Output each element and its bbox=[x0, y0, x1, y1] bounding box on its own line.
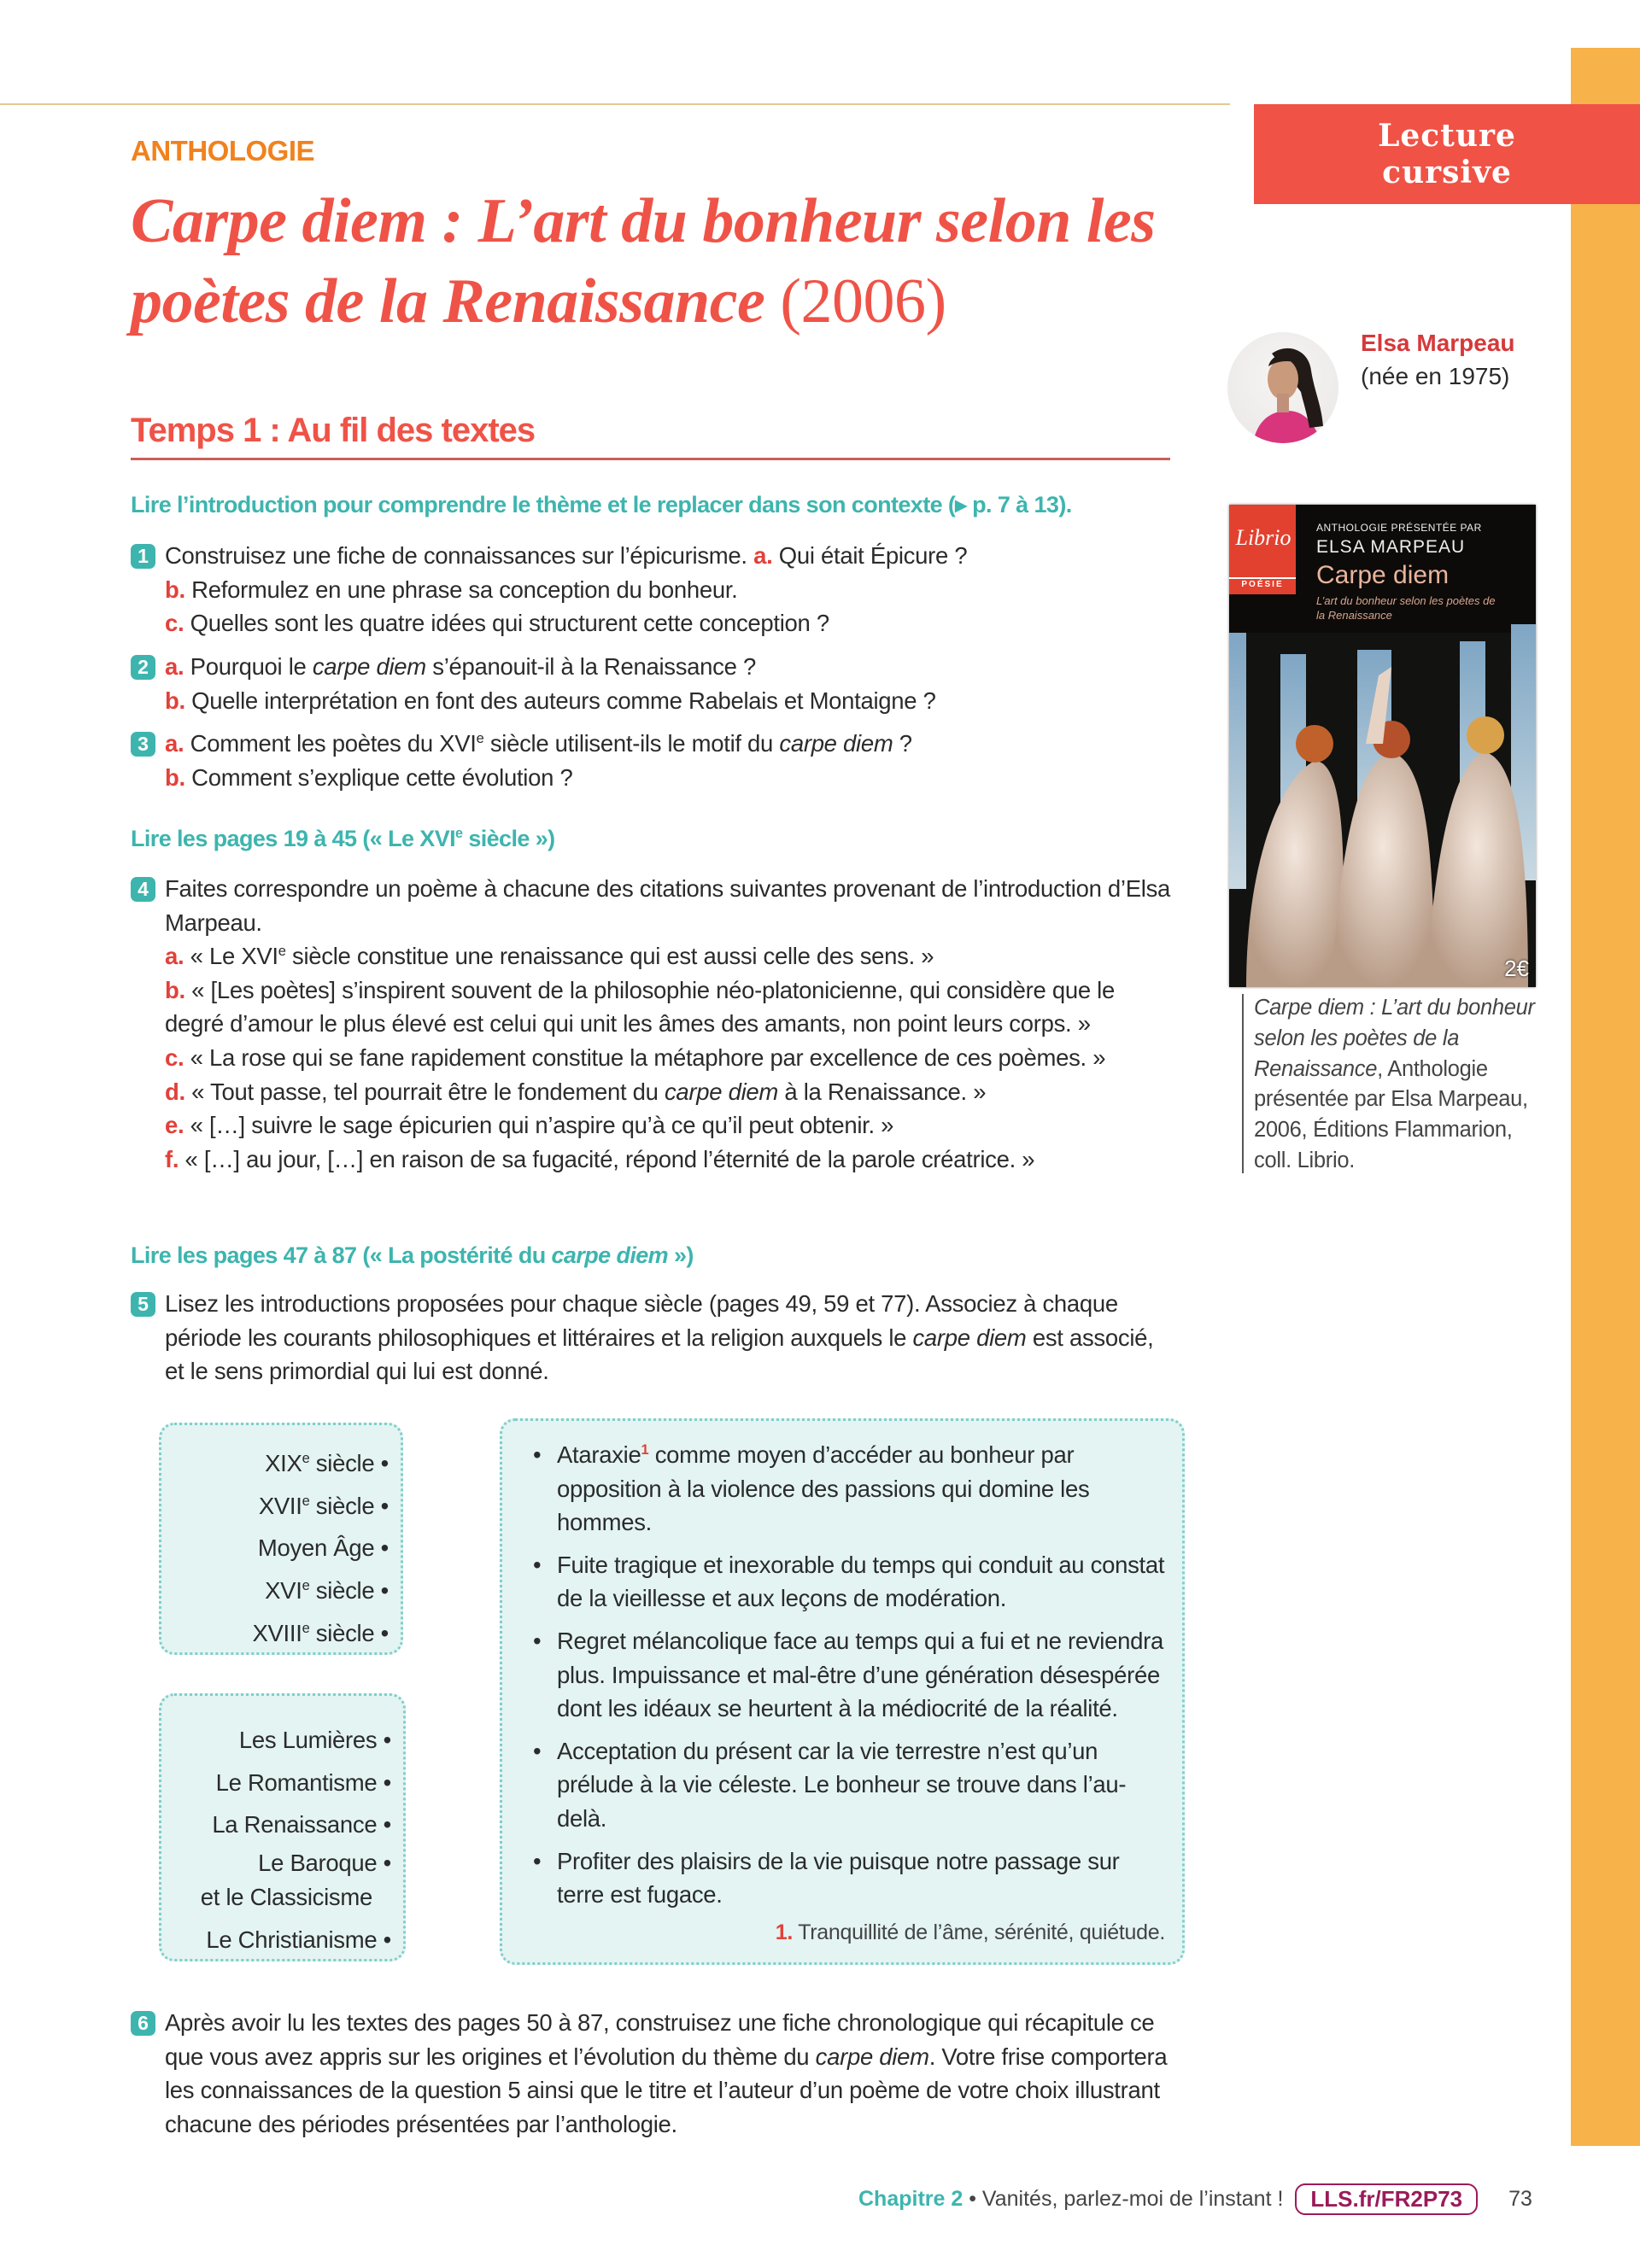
question-part bbox=[165, 1287, 1177, 1388]
item-letter: b. bbox=[165, 976, 185, 1003]
footer-chapter-title: Vanités, parlez-moi de l’instant ! bbox=[981, 2186, 1284, 2211]
footer-separator: • bbox=[963, 2186, 982, 2211]
author-dates: (née en 1975) bbox=[1361, 363, 1510, 389]
question-part bbox=[165, 684, 1177, 718]
page-footer bbox=[858, 2180, 1532, 2218]
question-part bbox=[165, 1075, 1177, 1109]
footer-chapter: Chapitre 2 bbox=[858, 2186, 964, 2211]
text-run: siècle constitue une renaissance qui est aussi celle des sens. » bbox=[285, 943, 934, 970]
text-run: Comment les poètes du XVI bbox=[184, 730, 477, 757]
footnote-ref: 1 bbox=[641, 1441, 649, 1458]
movement-item[interactable]: Le Christianisme • bbox=[206, 1926, 391, 1954]
text-run: Reformulez en une phrase sa conception du bonheur. bbox=[184, 576, 738, 603]
text-run: XVI bbox=[265, 1577, 302, 1605]
footnote bbox=[521, 1920, 1165, 1945]
question-part bbox=[165, 650, 1177, 684]
century-item[interactable] bbox=[161, 1485, 401, 1528]
caption-rule bbox=[1242, 994, 1244, 1173]
text-run: à la Renaissance. » bbox=[778, 1078, 987, 1105]
item-letter: c. bbox=[165, 1043, 184, 1071]
section-label bbox=[1254, 104, 1640, 204]
movement-item[interactable]: La Renaissance • bbox=[212, 1811, 391, 1838]
question-part bbox=[165, 1041, 1177, 1075]
item-letter: f. bbox=[165, 1145, 179, 1172]
text-run: Regret mélancolique face au temps qui a fui et ne reviendra plus. Impuissance et mal-être d’une génération désespérée dont les idéaux se heurtent à la médiocrité de la réalité. bbox=[557, 1627, 1163, 1722]
reading-instruction bbox=[131, 488, 1072, 522]
text-run: Après avoir lu les textes des pages 50 à 87, construisez une fiche chronologique qui récapitule ce que vous avez appris sur les origines et l’évolution du thème du bbox=[165, 2009, 1155, 2070]
text-run: Lire les pages 19 à 45 (« Le XVI bbox=[131, 826, 456, 851]
item-letter: a. bbox=[165, 943, 184, 970]
text-run: ») bbox=[668, 1242, 694, 1268]
question-part bbox=[165, 727, 1177, 761]
question-number-badge: 4 bbox=[131, 877, 155, 902]
reading-instruction bbox=[131, 1238, 694, 1272]
item-letter: b. bbox=[165, 687, 185, 714]
movement-item-continued: et le Classicisme bbox=[200, 1884, 372, 1911]
text-run: . Votre frise comportera les connaissances de la question 5 ainsi que le titre et l’auteur d’un poème de votre choix illustrant chacune des périodes présentées par l’anthologie. bbox=[165, 2043, 1168, 2137]
item-letter: b. bbox=[165, 576, 185, 603]
item-letter: e. bbox=[165, 1112, 184, 1139]
question-3 bbox=[131, 727, 1177, 794]
text-run: siècle • bbox=[309, 1450, 389, 1476]
cover-caption bbox=[1254, 993, 1544, 1177]
question-part bbox=[165, 1108, 1177, 1143]
reading-instruction bbox=[131, 821, 555, 856]
cover-collection: POÉSIE bbox=[1241, 580, 1284, 589]
section-heading: Temps 1 : Au fil des textes bbox=[131, 412, 536, 449]
text-run: carpe diem bbox=[551, 1242, 669, 1268]
kicker: ANTHOLOGIE bbox=[131, 135, 314, 167]
author-name: Elsa Marpeau bbox=[1361, 330, 1515, 356]
item-letter: b. bbox=[165, 763, 185, 791]
meaning-item[interactable] bbox=[521, 1734, 1165, 1836]
text-run: s’épanouit-il à la Renaissance ? bbox=[425, 653, 756, 680]
centuries-box bbox=[159, 1423, 403, 1655]
meaning-item[interactable] bbox=[521, 1548, 1165, 1616]
question-number-badge: 5 bbox=[131, 1292, 155, 1317]
caption-details: , Anthologie présentée par Elsa Marpeau, 2006, Éditions Flammarion, coll. Librio. bbox=[1254, 1056, 1528, 1172]
question-2 bbox=[131, 650, 1177, 717]
top-rule bbox=[0, 103, 1230, 105]
question-6 bbox=[131, 2006, 1177, 2141]
text-run: Comment s’explique cette évolution ? bbox=[184, 763, 573, 791]
text-run: siècle ») bbox=[462, 826, 555, 851]
movements-box bbox=[159, 1693, 406, 1961]
question-part bbox=[165, 539, 1177, 573]
cover-price: 2€ bbox=[1504, 956, 1529, 981]
text-run: e bbox=[302, 1577, 310, 1593]
title-main: Carpe diem : L’art du bonheur selon les poètes de la Renaissance bbox=[131, 186, 1156, 336]
caption-title-end: Renaissance bbox=[1254, 1056, 1378, 1081]
question-part bbox=[165, 761, 1177, 795]
title-year: (2006) bbox=[780, 266, 946, 336]
text-run: Lire l’introduction pour comprendre le thème et le replacer dans son contexte (▸ p. 7 à 13). bbox=[131, 492, 1072, 517]
text-run: « Le XVI bbox=[184, 943, 278, 970]
text-run: e bbox=[302, 1493, 310, 1509]
text-run: siècle • bbox=[309, 1577, 389, 1605]
item-letter: a. bbox=[165, 730, 184, 757]
meaning-item[interactable] bbox=[521, 1844, 1165, 1912]
text-run: siècle utilisent-ils le motif du bbox=[483, 730, 780, 757]
text-run: Fuite tragique et inexorable du temps qui conduit au constat de la vieillesse et aux leçons de modération. bbox=[557, 1551, 1165, 1612]
item-letter: a. bbox=[165, 653, 184, 680]
footer-link[interactable]: LLS.fr/FR2P73 bbox=[1295, 2183, 1478, 2215]
cover-editor: ELSA MARPEAU bbox=[1316, 537, 1466, 557]
question-number-badge: 6 bbox=[131, 2011, 155, 2036]
text-run: Lisez les introductions proposées pour chaque siècle (pages 49, 59 et 77). Associez à chaque période les courants philosophiques et littéraires et la religion auxquels le bbox=[165, 1290, 1118, 1351]
text-run: carpe diem bbox=[779, 730, 893, 757]
text-run: carpe diem bbox=[312, 653, 426, 680]
meaning-item[interactable] bbox=[521, 1438, 1165, 1540]
text-run: carpe diem bbox=[815, 2043, 929, 2070]
text-run: Quelles sont les quatre idées qui structurent cette conception ? bbox=[184, 610, 829, 637]
question-number-badge: 2 bbox=[131, 655, 155, 680]
text-run: « [Les poètes] s’inspirent souvent de la philosophie néo-platonicienne, qui considère que le degré d’amour le plus élevé est celui qui unit les âmes des amants, non point leurs corps. » bbox=[165, 976, 1115, 1038]
text-run: Qui était Épicure ? bbox=[772, 542, 968, 569]
text-run: Lire les pages 47 à 87 (« La postérité du bbox=[131, 1242, 552, 1268]
text-run: « […] au jour, […] en raison de sa fugacité, répond l’éternité de la parole créatrice. » bbox=[179, 1145, 1035, 1172]
caption-title: Carpe diem : L’art du bonheur selon les poètes de la bbox=[1254, 996, 1535, 1050]
meaning-item[interactable] bbox=[521, 1624, 1165, 1726]
text-run: Acceptation du présent car la vie terrestre n’est qu’un prélude à la vie céleste. Le bonheur se trouve dans l’au-delà. bbox=[557, 1737, 1127, 1832]
text-run: XIX bbox=[265, 1450, 302, 1476]
meanings-box bbox=[500, 1418, 1185, 1965]
question-part bbox=[165, 606, 1177, 640]
text-run: e bbox=[278, 944, 286, 960]
question-part bbox=[165, 2006, 1177, 2141]
text-run: e bbox=[302, 1620, 310, 1636]
cover-presented-by: ANTHOLOGIE PRÉSENTÉE PAR bbox=[1316, 522, 1482, 534]
text-run: carpe diem bbox=[664, 1078, 779, 1105]
century-item[interactable] bbox=[161, 1442, 401, 1485]
text-run: Construisez une fiche de connaissances sur l’épicurisme. bbox=[165, 542, 754, 569]
section-label-text: Lecture cursive bbox=[1378, 117, 1516, 190]
question-part bbox=[165, 973, 1177, 1041]
question-part bbox=[165, 1143, 1177, 1177]
question-part bbox=[165, 573, 1177, 607]
text-run: Moyen Âge • bbox=[257, 1534, 389, 1562]
question-part bbox=[165, 939, 1177, 973]
text-run: Quelle interprétation en font des auteurs comme Rabelais et Montaigne ? bbox=[184, 687, 936, 714]
text-run: e bbox=[302, 1450, 310, 1466]
section-rule bbox=[131, 458, 1170, 460]
movement-item[interactable]: Le Baroque • bbox=[258, 1850, 391, 1877]
page-number: 73 bbox=[1508, 2186, 1532, 2211]
text-run: e bbox=[476, 730, 484, 746]
author-photo bbox=[1227, 332, 1338, 443]
cover-subtitle: L’art du bonheur selon les poètes de la Renaissance bbox=[1316, 594, 1496, 622]
text-run: Profiter des plaisirs de la vie puisque notre passage sur terre est fugace. bbox=[557, 1847, 1120, 1909]
text-run: « […] suivre le sage épicurien qui n’aspire qu’à ce qu’il peut obtenir. » bbox=[184, 1112, 894, 1139]
text-run: Ataraxie bbox=[557, 1441, 641, 1468]
movement-item[interactable]: Les Lumières • bbox=[238, 1727, 391, 1753]
cover-title: Carpe diem bbox=[1316, 561, 1450, 589]
text-run: « Tout passe, tel pourrait être le fondement du bbox=[184, 1078, 665, 1105]
text-run: XVIII bbox=[252, 1619, 302, 1646]
text-run: est associé, et le sens primordial qui lui est donné. bbox=[165, 1324, 1154, 1385]
century-item[interactable] bbox=[161, 1527, 401, 1569]
item-letter: d. bbox=[165, 1078, 185, 1105]
question-5 bbox=[131, 1287, 1177, 1388]
question-4 bbox=[131, 872, 1177, 1176]
chapter-color-bar bbox=[1571, 48, 1640, 2146]
text-run: siècle • bbox=[309, 1492, 389, 1519]
book-cover bbox=[1229, 505, 1536, 987]
text-run: siècle • bbox=[309, 1619, 389, 1646]
text-run: Faites correspondre un poème à chacune des citations suivantes provenant de l’introduction d’Elsa Marpeau. bbox=[165, 875, 1171, 936]
page-title bbox=[131, 181, 1207, 342]
text-run: XVII bbox=[258, 1492, 302, 1519]
question-number-badge: 1 bbox=[131, 544, 155, 569]
text-run: Pourquoi le bbox=[184, 653, 313, 680]
question-part bbox=[165, 872, 1177, 939]
item-letter: a. bbox=[753, 542, 773, 569]
footnote-text: Tranquillité de l’âme, sérénité, quiétude. bbox=[793, 1920, 1165, 1944]
century-item[interactable] bbox=[161, 1569, 401, 1612]
question-1 bbox=[131, 539, 1177, 640]
publisher-logo: Librio bbox=[1235, 525, 1292, 550]
movement-item[interactable]: Le Romantisme • bbox=[215, 1768, 391, 1796]
text-run: « La rose qui se fane rapidement constitue la métaphore par excellence de ces poèmes. » bbox=[184, 1043, 1106, 1071]
text-run: e bbox=[455, 826, 463, 841]
text-run: ? bbox=[893, 730, 912, 757]
century-item[interactable] bbox=[161, 1612, 401, 1655]
item-letter: c. bbox=[165, 610, 184, 637]
footnote-number: 1. bbox=[775, 1920, 794, 1944]
question-number-badge: 3 bbox=[131, 732, 155, 757]
text-run: carpe diem bbox=[912, 1324, 1027, 1351]
text-run: comme moyen d’accéder au bonheur par opposition à la violence des passions qui domine les hommes. bbox=[557, 1441, 1090, 1536]
